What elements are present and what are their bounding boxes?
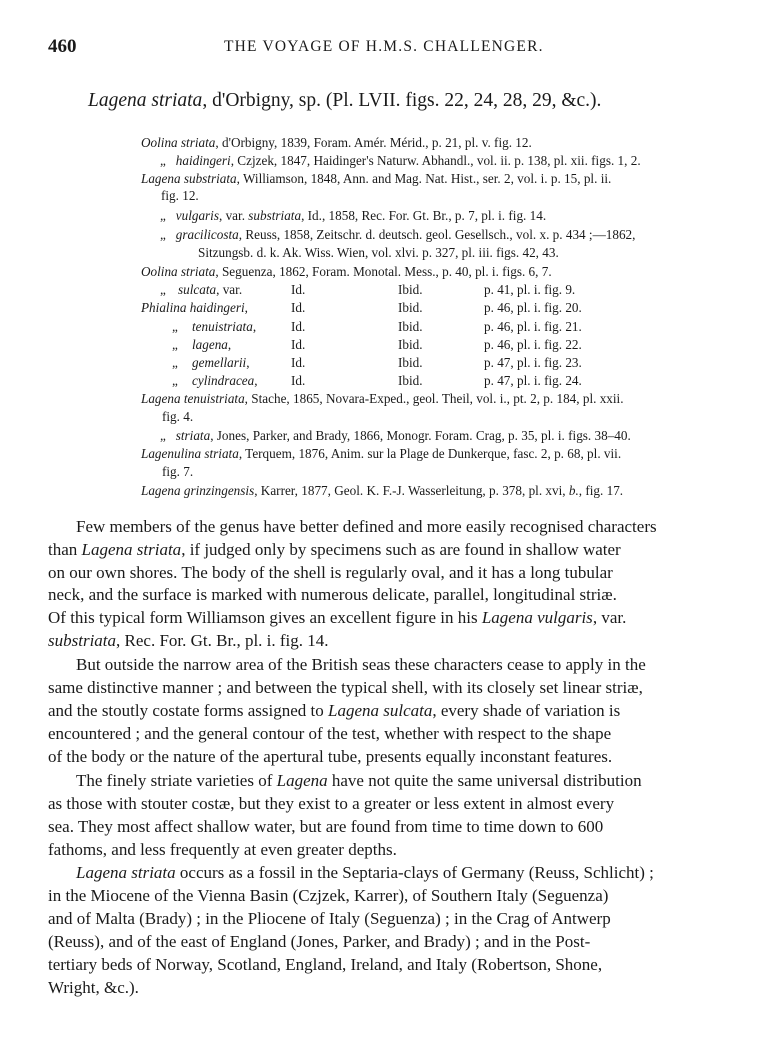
taxon-name: Phialina haidingeri	[141, 300, 245, 315]
text-line: (Reuss), and of the east of England (Jones, Parker, and Brady) ; and in the Post-	[48, 932, 591, 951]
taxon-suffix: ,	[252, 319, 257, 334]
taxon-name: Lagena sulcata	[327, 701, 433, 720]
text-run: The finely striate varieties of	[76, 771, 277, 790]
citation: , var.	[218, 208, 249, 223]
synonymy-line	[141, 172, 611, 185]
taxon-name: Lagena	[276, 771, 328, 790]
text-line: fathoms, and less frequently at even greater depths.	[48, 840, 397, 859]
synonymy-line	[141, 136, 532, 149]
text-line: of the body or the nature of the apertural tube, presents equally inconstant features.	[48, 747, 613, 766]
text-line: Wright, &c.).	[48, 978, 139, 997]
text-run: , var.	[592, 608, 627, 627]
ditto-mark: „	[160, 282, 166, 297]
taxon-name: Lagenulina striata	[141, 446, 239, 461]
text-line: But outside the narrow area of the British seas these characters cease to apply in the	[76, 655, 646, 674]
text-line: on our own shores. The body of the shell is regularly oval, and it has a long tubular	[48, 563, 613, 582]
author-cell: Id.	[291, 282, 306, 297]
work-cell: Ibid.	[398, 282, 423, 297]
taxon-name: vulgaris	[175, 208, 219, 223]
text-line: and of Malta (Brady) ; in the Pliocene of Italy (Seguenza) ; in the Crag of Antwerp	[48, 909, 611, 928]
author-cell: Id.	[291, 300, 306, 315]
ditto-mark: „	[160, 428, 166, 443]
text-line	[48, 609, 626, 626]
taxon-label: b.	[568, 483, 579, 498]
taxon-name: Lagena tenuistriata	[141, 391, 245, 406]
citation: , Seguenza, 1862, Foram. Monotal. Mess., p. 40, pl. i. figs. 6, 7.	[215, 264, 552, 279]
text-run: occurs as a fossil in the Septaria-clays of Germany (Reuss, Schlicht) ;	[175, 863, 654, 882]
reference-cell: p. 47, pl. i. fig. 23.	[484, 355, 582, 370]
taxon-name: gemellarii	[192, 355, 247, 370]
synonymy-line	[160, 228, 635, 241]
work-cell: Ibid.	[398, 355, 423, 370]
species-name: Lagena striata	[88, 90, 203, 111]
synonymy-line	[141, 447, 621, 460]
taxon-name: Lagena grinzingensis	[141, 483, 255, 498]
text-line: tertiary beds of Norway, Scotland, England, Ireland, and Italy (Robertson, Shone,	[48, 955, 603, 974]
citation: , fig. 17.	[578, 483, 624, 498]
text-line	[76, 772, 642, 789]
synonymy-continuation: fig. 4.	[162, 409, 194, 424]
taxon-name: cylindracea	[192, 373, 255, 388]
taxon-cell	[192, 320, 256, 333]
author-cell: Id.	[291, 355, 306, 370]
taxon-name: Lagena substriata	[141, 171, 237, 186]
taxon-cell	[141, 301, 248, 314]
author-cell: Id.	[291, 319, 306, 334]
reference-cell: p. 46, pl. i. fig. 21.	[484, 319, 582, 334]
species-heading-rest: , d'Orbigny, sp. (Pl. LVII. figs. 22, 24, 28, 29, &c.).	[202, 90, 602, 111]
citation: , Williamson, 1848, Ann. and Mag. Nat. Hist., ser. 2, vol. i. p. 15, pl. ii.	[236, 171, 612, 186]
synonymy-line	[160, 429, 631, 442]
synonymy-line	[160, 209, 546, 222]
reference-cell: p. 47, pl. i. fig. 24.	[484, 373, 582, 388]
taxon-name: Oolina striata	[141, 264, 216, 279]
text-line: neck, and the surface is marked with numerous delicate, parallel, longitudinal striæ.	[48, 585, 617, 604]
text-line	[48, 541, 621, 558]
citation: , Terquem, 1876, Anim. sur la Plage de Dunkerque, fasc. 2, p. 68, pl. vii.	[238, 446, 622, 461]
taxon-suffix: ,	[244, 300, 248, 315]
species-heading	[88, 90, 601, 112]
taxon-name: substriata	[248, 208, 302, 223]
text-run: than	[48, 540, 82, 559]
synonymy-line	[160, 154, 641, 167]
taxon-name: Oolina striata	[141, 135, 216, 150]
ditto-mark: „	[172, 319, 178, 334]
text-line	[76, 864, 654, 881]
running-title: THE VOYAGE OF H.M.S. CHALLENGER.	[224, 38, 544, 55]
taxon-cell	[178, 283, 242, 296]
synonymy-line	[141, 392, 624, 405]
taxon-name: sulcata	[178, 282, 217, 297]
citation: , Reuss, 1858, Zeitschr. d. deutsch. geol. Gesellsch., vol. x. p. 434 ;—1862,	[238, 227, 636, 242]
taxon-suffix: ,	[254, 373, 258, 388]
page-number: 460	[48, 36, 77, 57]
citation: , d'Orbigny, 1839, Foram. Amér. Mérid., p. 21, pl. v. fig. 12.	[215, 135, 532, 150]
ditto-mark: „	[160, 208, 166, 223]
taxon-name: haidingeri	[175, 153, 231, 168]
citation: , Stache, 1865, Novara-Exped., geol. Theil, vol. i., pt. 2, p. 184, pl. xxii.	[244, 391, 624, 406]
text-line	[48, 702, 620, 719]
taxon-name: Lagena vulgaris	[481, 608, 593, 627]
text-run: and the stoutly costate forms assigned to	[48, 701, 328, 720]
synonymy-continuation: Sitzungsb. d. k. Ak. Wiss. Wien, vol. xlvi. p. 327, pl. iii. figs. 42, 43.	[198, 245, 559, 260]
synonymy-continuation: fig. 7.	[162, 464, 194, 479]
taxon-cell	[192, 338, 231, 351]
text-run: , every shade of variation is	[432, 701, 621, 720]
text-line: sea. They most affect shallow water, but are found from time to time down to 600	[48, 817, 604, 836]
citation: , Czjzek, 1847, Haidinger's Naturw. Abhandl., vol. ii. p. 138, pl. xii. figs. 1, 2.	[230, 153, 641, 168]
taxon-suffix: ,	[227, 337, 232, 352]
taxon-name: Lagena striata	[81, 540, 182, 559]
text-run: have not quite the same universal distribution	[327, 771, 642, 790]
reference-cell: p. 46, pl. i. fig. 22.	[484, 337, 582, 352]
text-line: same distinctive manner ; and between the typical shell, with its closely set linear striæ,	[48, 678, 643, 697]
synonymy-continuation: fig. 12.	[161, 188, 199, 203]
citation: , Karrer, 1877, Geol. K. F.-J. Wasserleitung, p. 378, pl. xvi,	[254, 483, 569, 498]
citation: , Jones, Parker, and Brady, 1866, Monogr. Foram. Crag, p. 35, pl. i. figs. 38–40.	[210, 428, 631, 443]
taxon-name: lagena	[192, 337, 228, 352]
taxon-name: gracilicosta	[175, 227, 239, 242]
text-run: , Rec. For. Gt. Br., pl. i. fig. 14.	[116, 631, 329, 650]
synonymy-line	[141, 265, 552, 278]
taxon-suffix: ,	[246, 355, 250, 370]
synonymy-line	[141, 484, 623, 497]
taxon-name: Lagena striata	[76, 863, 176, 882]
reference-cell: p. 46, pl. i. fig. 20.	[484, 300, 582, 315]
author-cell: Id.	[291, 337, 306, 352]
taxon-name: tenuistriata	[192, 319, 253, 334]
text-run: Of this typical form Williamson gives an excellent figure in his	[48, 608, 482, 627]
work-cell: Ibid.	[398, 319, 423, 334]
taxon-name: striata	[175, 428, 211, 443]
ditto-mark: „	[172, 355, 178, 370]
work-cell: Ibid.	[398, 373, 423, 388]
ditto-mark: „	[172, 337, 178, 352]
text-line: encountered ; and the general contour of the test, whether with respect to the shape	[48, 724, 612, 743]
text-line: as those with stouter costæ, but they exist to a greater or less extent in almost every	[48, 794, 615, 813]
text-line	[48, 632, 329, 649]
work-cell: Ibid.	[398, 337, 423, 352]
taxon-cell	[192, 356, 250, 369]
author-cell: Id.	[291, 373, 306, 388]
text-run: , if judged only by specimens such as are found in shallow water	[181, 540, 621, 559]
ditto-mark: „	[172, 373, 178, 388]
ditto-mark: „	[160, 153, 166, 168]
ditto-mark: „	[160, 227, 166, 242]
taxon-name: substriata	[48, 631, 117, 650]
citation: , Id., 1858, Rec. For. Gt. Br., p. 7, pl. i. fig. 14.	[301, 208, 547, 223]
taxon-cell	[192, 374, 258, 387]
taxon-suffix: , var.	[216, 282, 243, 297]
reference-cell: p. 41, pl. i. fig. 9.	[484, 282, 576, 297]
work-cell: Ibid.	[398, 300, 423, 315]
text-line: Few members of the genus have better defined and more easily recognised characters	[76, 517, 657, 536]
text-line: in the Miocene of the Vienna Basin (Czjzek, Karrer), of Southern Italy (Seguenza)	[48, 886, 609, 905]
